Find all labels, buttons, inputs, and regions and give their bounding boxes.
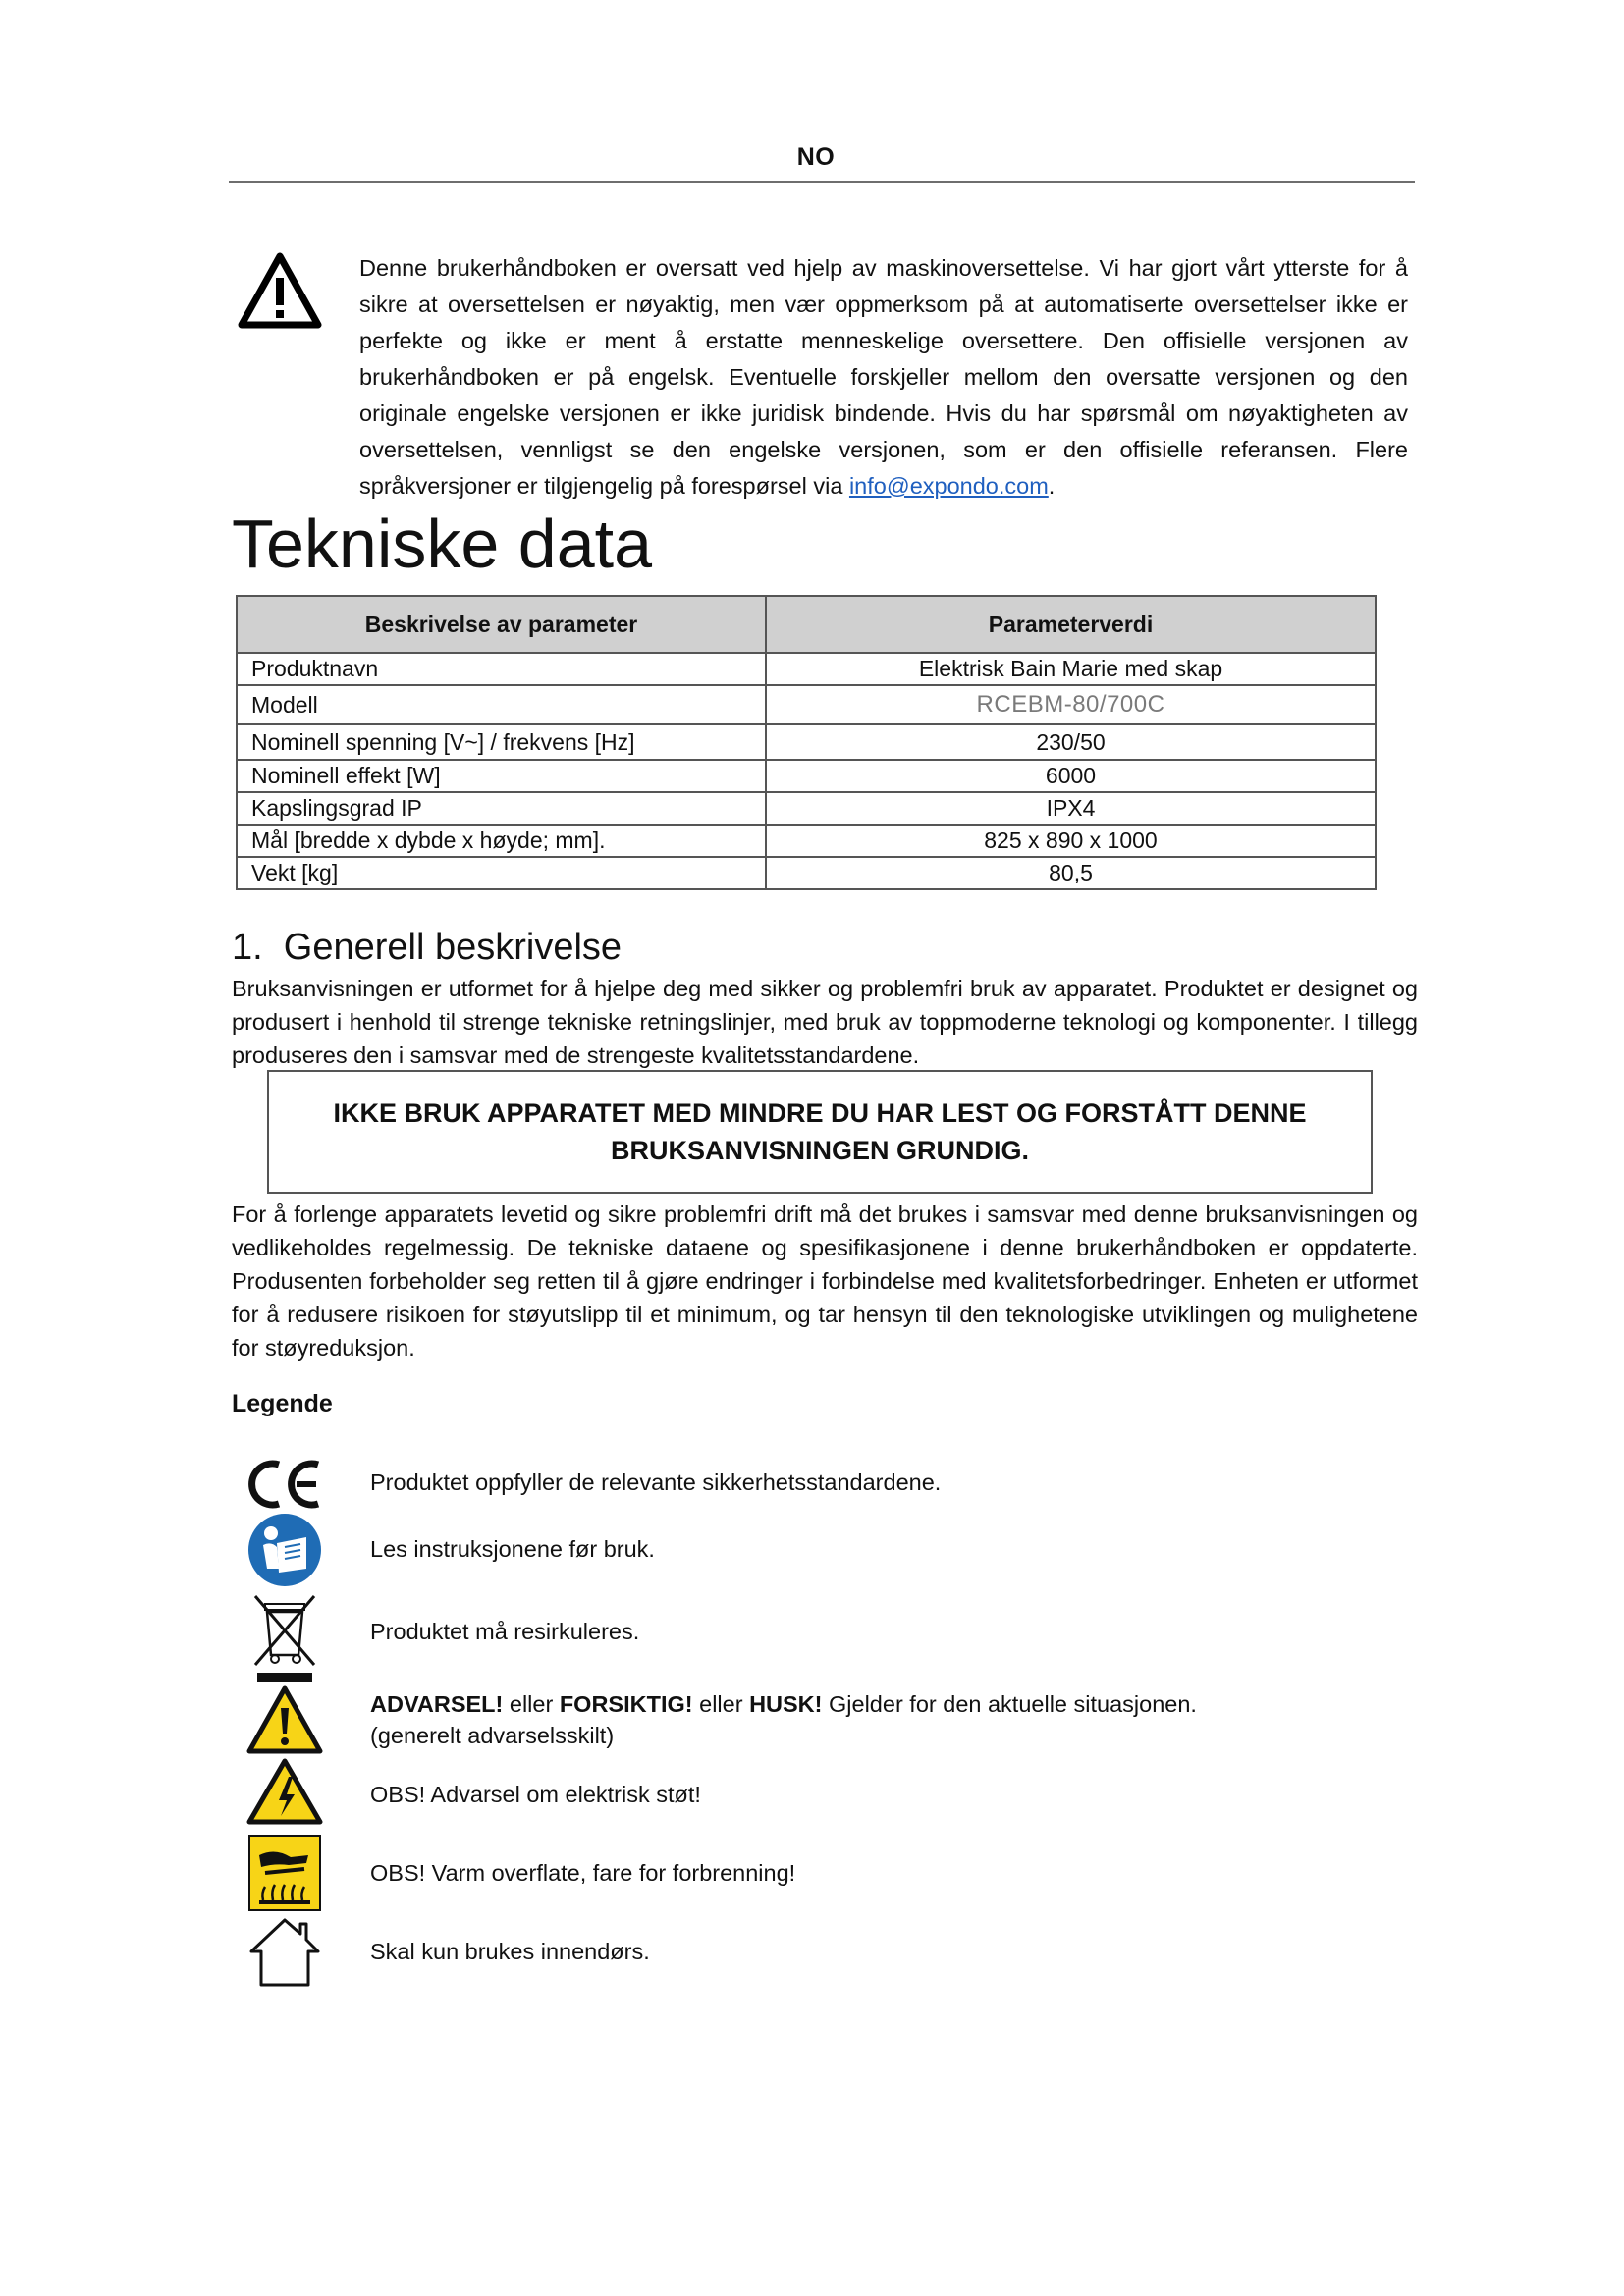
table-row xyxy=(237,760,1376,792)
legend-hot-text: OBS! Varm overflate, fare for forbrenning! xyxy=(370,1860,796,1886)
value-cell: 6000 xyxy=(766,760,1376,792)
column-header: Parameterverdi xyxy=(766,596,1376,653)
param-cell: Vekt [kg] xyxy=(237,857,766,889)
page-title: Tekniske data xyxy=(232,506,653,582)
model-value: RCEBM-80/700C xyxy=(976,691,1165,718)
email-link[interactable]: info@expondo.com xyxy=(848,473,1049,499)
legend-electric-text: OBS! Advarsel om elektrisk støt! xyxy=(370,1782,701,1807)
description-paragraph: Bruksanvisningen er utformet for å hjelpe deg med sikker og problemfri bruk av apparatet. Produktet er designet og produsert i henhold til strenge tekniske retningslinjer, med bruk av toppmoderne teknologi og komponenter. I tillegg produseres den i samsvar med de strengeste kvalitetsstandardene. xyxy=(232,976,1418,1068)
param-cell: Nominell effekt [W] xyxy=(237,760,766,792)
legend-indoor-text: Skal kun brukes innendørs. xyxy=(370,1939,650,1964)
indoor-use-house-icon xyxy=(245,1914,324,1989)
value-cell: IPX4 xyxy=(766,792,1376,825)
param-cell: Modell xyxy=(237,685,766,724)
maintenance-paragraph: For å forlenge apparatets levetid og sikre problemfri drift må det brukes i samsvar med denne bruksanvisningen og vedlikeholdes regelmessig. De tekniske dataene og spesifikasjonene i denne brukerhåndboken er oppdaterte. Produsenten forbeholder seg retten til å gjøre endringer i forbindelse med kvalitetsforbedringer. Enheten er utformet for å redusere risikoen for støyutslipp til et minimum, og tar hensyn til den teknologiske utviklingen og mulighetene for støyreduksjon. xyxy=(232,1201,1418,1361)
section-heading: 1. Generell beskrivelse xyxy=(232,927,623,968)
electric-shock-icon xyxy=(245,1757,324,1826)
general-warning-icon xyxy=(245,1684,324,1755)
recycle-bin-crossed-icon xyxy=(245,1590,324,1682)
param-cell: Nominell spenning [V~] / frekvens [Hz] xyxy=(237,724,766,760)
column-header: Beskrivelse av parameter xyxy=(237,596,766,653)
table-row xyxy=(237,792,1376,825)
value-cell: 230/50 xyxy=(766,724,1376,760)
param-cell: Mål [bredde x dybde x høyde; mm]. xyxy=(237,825,766,857)
read-manual-warning-box xyxy=(267,1070,1373,1194)
read-manual-icon xyxy=(245,1512,324,1588)
table-row xyxy=(237,825,1376,857)
value-cell: 80,5 xyxy=(766,857,1376,889)
param-cell: Kapslingsgrad IP xyxy=(237,792,766,825)
table-row xyxy=(237,857,1376,889)
ce-mark-icon xyxy=(245,1457,324,1512)
legend-manual-text: Les instruksjonene før bruk. xyxy=(370,1536,655,1562)
spec-table xyxy=(236,595,1377,890)
value-cell: Elektrisk Bain Marie med skap xyxy=(766,653,1376,685)
warning-triangle-icon xyxy=(236,250,324,331)
table-header-row xyxy=(237,596,1376,653)
legend-recycle-text: Produktet må resirkuleres. xyxy=(370,1619,640,1644)
language-label: NO xyxy=(796,143,836,171)
table-row xyxy=(237,653,1376,685)
translation-disclaimer: Denne brukerhåndboken er oversatt ved hjelp av maskinoversettelse. Vi har gjort vårt ytterste for å sikre at oversettelsen er nøyaktig, men vær oppmerksom på at automatiserte oversettelser ikke er perfekte og ikke er ment å erstatte menneskelige oversettere. Den offisielle versjonen av brukerhåndboken er på engelsk. Eventuelle forskjeller mellom den oversatte versjonen og den originale engelske versjonen er ikke juridisk bindende. Hvis du har spørsmål om nøyaktigheten av oversettelsen, vennligst se den engelske versjonen, som er den offisielle referansen. Flere språkversjoner er tilgjengelig på forespørsel via info@expondo.com. xyxy=(359,255,1408,499)
param-cell: Produktnavn xyxy=(237,653,766,685)
value-cell xyxy=(766,685,1376,724)
table-row xyxy=(237,685,1376,724)
header-divider xyxy=(229,181,1415,183)
legend-title: Legende xyxy=(232,1390,333,1417)
warning-text: IKKE BRUK APPARATET MED MINDRE DU HAR LEST OG FORSTÅTT DENNE BRUKSANVISNINGEN GRUNDIG. xyxy=(333,1098,1307,1165)
hot-surface-icon xyxy=(245,1834,324,1912)
value-cell: 825 x 890 x 1000 xyxy=(766,825,1376,857)
table-row xyxy=(237,724,1376,760)
legend-ce-text: Produktet oppfyller de relevante sikkerhetsstandardene. xyxy=(370,1469,942,1495)
legend-warning-text: ADVARSEL! eller FORSIKTIG! eller HUSK! Gjelder for den aktuelle situasjonen. (generelt advarselsskilt) xyxy=(370,1691,1197,1748)
